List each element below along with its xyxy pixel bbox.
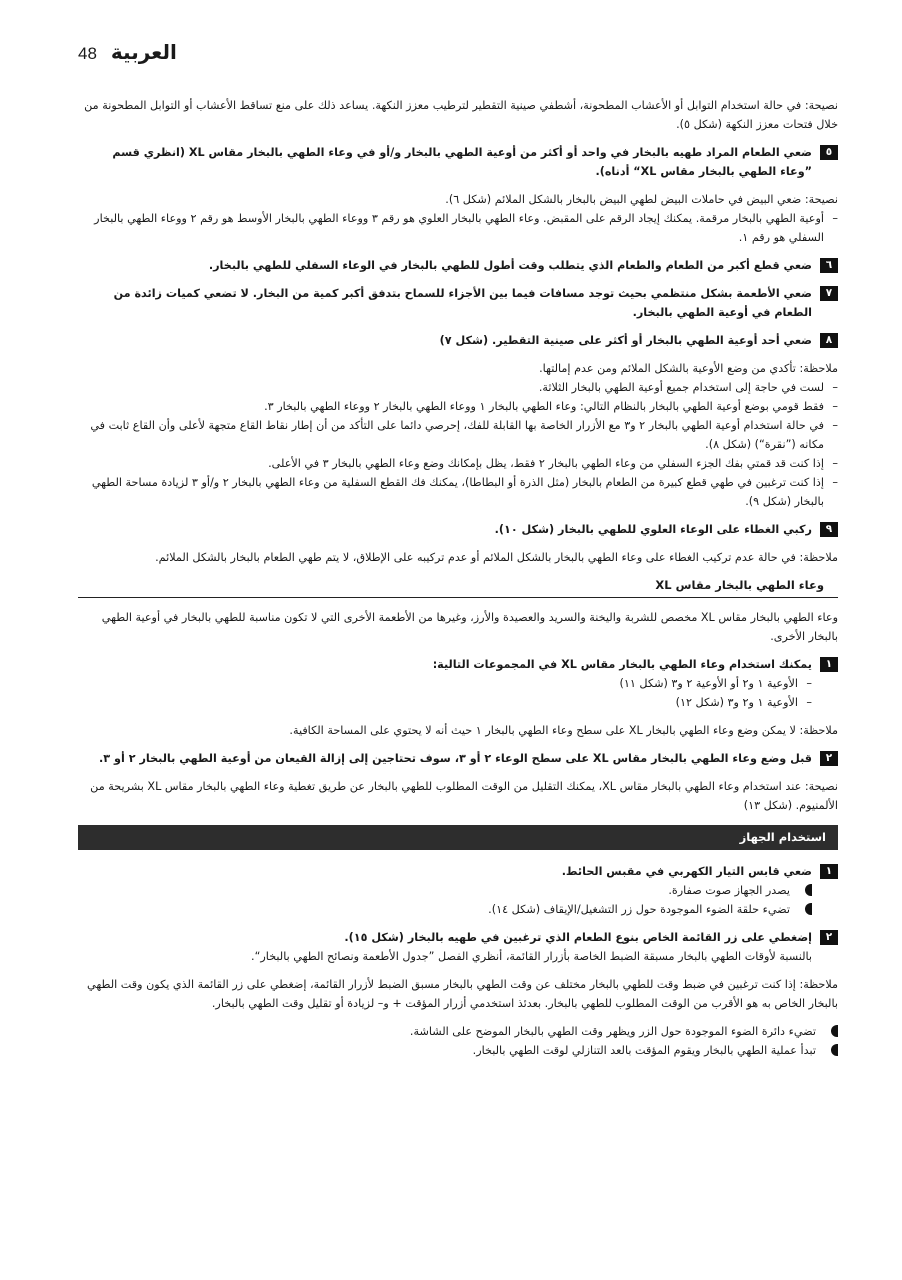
step-number: ١: [820, 864, 838, 879]
step-text: ضعي الأطعمة بشكل منتظمي بحيث توجد مسافات فيما بين الأجزاء للسماح بتدفق أكبر كمية من البخار. لا تضعي كميات زائدة من الطعام في أوعية الطهي بالبخار.: [113, 287, 812, 319]
note-bowls: [78, 359, 838, 511]
xl-step-1: [78, 655, 838, 712]
step-number: ٢: [820, 751, 838, 766]
bullet-icon: [805, 903, 812, 915]
combination-list: [78, 674, 812, 712]
xl-intro: وعاء الطهي بالبخار مقاس XL مخصص للشربة واليخنة والسريد والعصيدة والأرز، وغيرها من الأطعمة الأخرى التي لا تكون مناسبة للطهي بالبخار في أوعية الطهي بالبخار الأخرى.: [101, 611, 838, 643]
page-number: 48: [78, 44, 97, 63]
step-5: [78, 143, 838, 181]
list-item: – فقط قومي بوضع أوعية الطهي بالبخار بالنظام التالي: وعاء الطهي بالبخار ١ ووعاء الطهي بالبخار ٢ ووعاء الطهي بالبخار ٣.: [78, 397, 838, 416]
tip-title: نصيحة: ضعي البيض في حاملات البيض لطهي البيض بالبخار بالشكل الملائم (شكل ٦).: [445, 193, 838, 206]
step-8: [78, 331, 838, 350]
xl-step-2: [78, 749, 838, 768]
step-number: ٩: [820, 522, 838, 537]
section-heading-use: استخدام الجهاز: [78, 825, 838, 850]
bullet-icon: [805, 884, 812, 896]
step-text: إضغطي على زر القائمة الخاص بنوع الطعام الذي ترغبين في طهيه بالبخار (شكل ١٥).: [344, 931, 812, 944]
step-number: ٦: [820, 258, 838, 273]
result-list: [78, 881, 812, 919]
use-step-2: [78, 928, 838, 966]
list-item: – لست في حاجة إلى استخدام جميع أوعية الطهي بالبخار الثلاثة.: [78, 378, 838, 397]
tip-eggs: [78, 190, 838, 247]
xl-note: ملاحظة: لا يمكن وضع وعاء الطهي بالبخار XL على سطح وعاء الطهي بالبخار ١ حيث أنه لا يحتوي على المساحة الكافية.: [289, 724, 838, 737]
note-lid: ملاحظة: في حالة عدم تركيب الغطاء على وعاء الطهي بالبخار بالشكل الملائم أو عدم تركيبه على الإطلاق، لا يتم طهي الطعام بالبخار بالشكل الملائم.: [155, 551, 838, 564]
step-number: ١: [820, 657, 838, 672]
list-item: – الأوعية ١ و٢ و٣ (شكل ١٢): [78, 693, 812, 712]
step-number: ٧: [820, 286, 838, 301]
tip-paragraph: نصيحة: في حالة استخدام التوابل أو الأعشاب المطحونة، أشطفي صينية التقطير لترطيب معزز النكهة. يساعد ذلك على منع تساقط الأعشاب أو التوابل المطحونة من خلال فتحات معزز النكهة (شكل ٥).: [84, 99, 838, 131]
use-note: ملاحظة: إذا كنت ترغبين في ضبط وقت للطهي بالبخار مختلف عن وقت الطهي بالبخار مسبق الضبط لأزرار القائمة، إضغطي على زر القائمة الذي يكون وقت الطهي بالبخار الخاص به هو الأقرب من الوقت المطلوب للطهي بالبخار. بعدئذ استخدمي أزرار المؤقت + و– لزيادة أو تقليل وقت الطهي بالبخار.: [87, 978, 838, 1010]
list-item: – إذا كنت ترغبين في طهي قطع كبيرة من الطعام بالبخار (مثل الذرة أو البطاطا)، يمكنك فك القطع السفلية من وعاء الطهي بالبخار ٢ و/أو ٣ لزيادة مساحة الطهي بالبخار (شكل ٩).: [78, 473, 838, 511]
step-text: ضعي قطع أكبر من الطعام والطعام الذي يتطلب وقت أطول للطهي بالبخار في الوعاء السفلي للطهي بالبخار.: [208, 259, 812, 272]
tip-list: [78, 209, 838, 247]
step-number: ٢: [820, 930, 838, 945]
list-item: – الأوعية ١ و٢ أو الأوعية ٢ و٣ (شكل ١١): [78, 674, 812, 693]
list-item: تبدأ عملية الطهي بالبخار ويقوم المؤقت بالعد التنازلي لوقت الطهي بالبخار.: [78, 1041, 838, 1060]
use-step-1: [78, 862, 838, 919]
step-text: يمكنك استخدام وعاء الطهي بالبخار مقاس XL في المجموعات التالية:: [432, 658, 812, 671]
step-text: قبل وضع وعاء الطهي بالبخار مقاس XL على سطح الوعاء ٢ أو ٣، سوف تحتاجين إلى إزالة القيعان من أوعية الطهي بالبخار ٢ أو ٣.: [99, 752, 812, 765]
step-9: [78, 520, 838, 539]
xl-tip: نصيحة: عند استخدام وعاء الطهي بالبخار مقاس XL، يمكنك التقليل من الوقت المطلوب للطهي بالبخار عن طريق تغطية وعاء الطهي بالبخار مقاس XL بشريحة من الألمنيوم. (شكل ١٣): [90, 780, 838, 812]
step-6: [78, 256, 838, 275]
note-title: ملاحظة: تأكدي من وضع الأوعية بالشكل الملائم ومن عدم إمالتها.: [539, 362, 838, 375]
note-list: [78, 378, 838, 511]
step-text: ركبي الغطاء على الوعاء العلوي للطهي بالبخار (شكل ١٠).: [494, 523, 812, 536]
page-header: [78, 40, 177, 64]
step-text: ضعي قابس التيار الكهربي في مقبس الحائط.: [561, 865, 812, 878]
list-item: – في حالة استخدام أوعية الطهي بالبخار ٢ و٣ مع الأزرار الخاصة بها القابلة للفك، إحرصي دائما على التأكد من أن إطار نقاط القاع متجهة لأعلى وأن القاع ثابت في مكانه (”نقرة“) (شكل ٨).: [78, 416, 838, 454]
list-item: – أوعية الطهي بالبخار مرقمة. يمكنك إيجاد الرقم على المقبض. وعاء الطهي بالبخار العلوي هو رقم ٣ ووعاء الطهي بالبخار الأوسط هو رقم ٢ ووعاء الطهي بالبخار السفلي هو رقم ١.: [78, 209, 838, 247]
step-number: ٥: [820, 145, 838, 160]
list-item: تضيء دائرة الضوء الموجودة حول الزر ويظهر وقت الطهي بالبخار الموضح على الشاشة.: [78, 1022, 838, 1041]
language-title: العربية: [110, 40, 177, 64]
use-result-list: [78, 1022, 838, 1060]
list-item: – إذا كنت قد قمتي بفك الجزء السفلي من وعاء الطهي بالبخار ٢ فقط، يظل بإمكانك وضع وعاء الطهي بالبخار ٣ في الأعلى.: [78, 454, 838, 473]
bullet-icon: [831, 1044, 838, 1056]
step-text: ضعي أحد أوعية الطهي بالبخار أو أكثر على صينية التقطير. (شكل ٧): [439, 334, 812, 347]
bullet-icon: [831, 1025, 838, 1037]
step-number: ٨: [820, 333, 838, 348]
list-item: يصدر الجهاز صوت صفارة.: [78, 881, 812, 900]
step-text: ضعي الطعام المراد طهيه بالبخار في واحد أو أكثر من أوعية الطهي بالبخار و/أو في وعاء الطهي بالبخار مقاس XL (انظري قسم ”وعاء الطهي بالبخار مقاس XL“ أدناه).: [112, 146, 812, 178]
section-heading-xl: وعاء الطهي بالبخار مقاس XL: [78, 576, 838, 598]
step-subtext: بالنسبة لأوقات الطهي بالبخار مسبقة الضبط الخاصة بأزرار القائمة، أنظري الفصل ”جدول الأطعمة ونصائح الطهي بالبخار“.: [251, 950, 812, 963]
step-7: [78, 284, 838, 322]
list-item: تضيء حلقة الضوء الموجودة حول زر التشغيل/الإيقاف (شكل ١٤).: [78, 900, 812, 919]
page-content: [78, 96, 838, 1060]
